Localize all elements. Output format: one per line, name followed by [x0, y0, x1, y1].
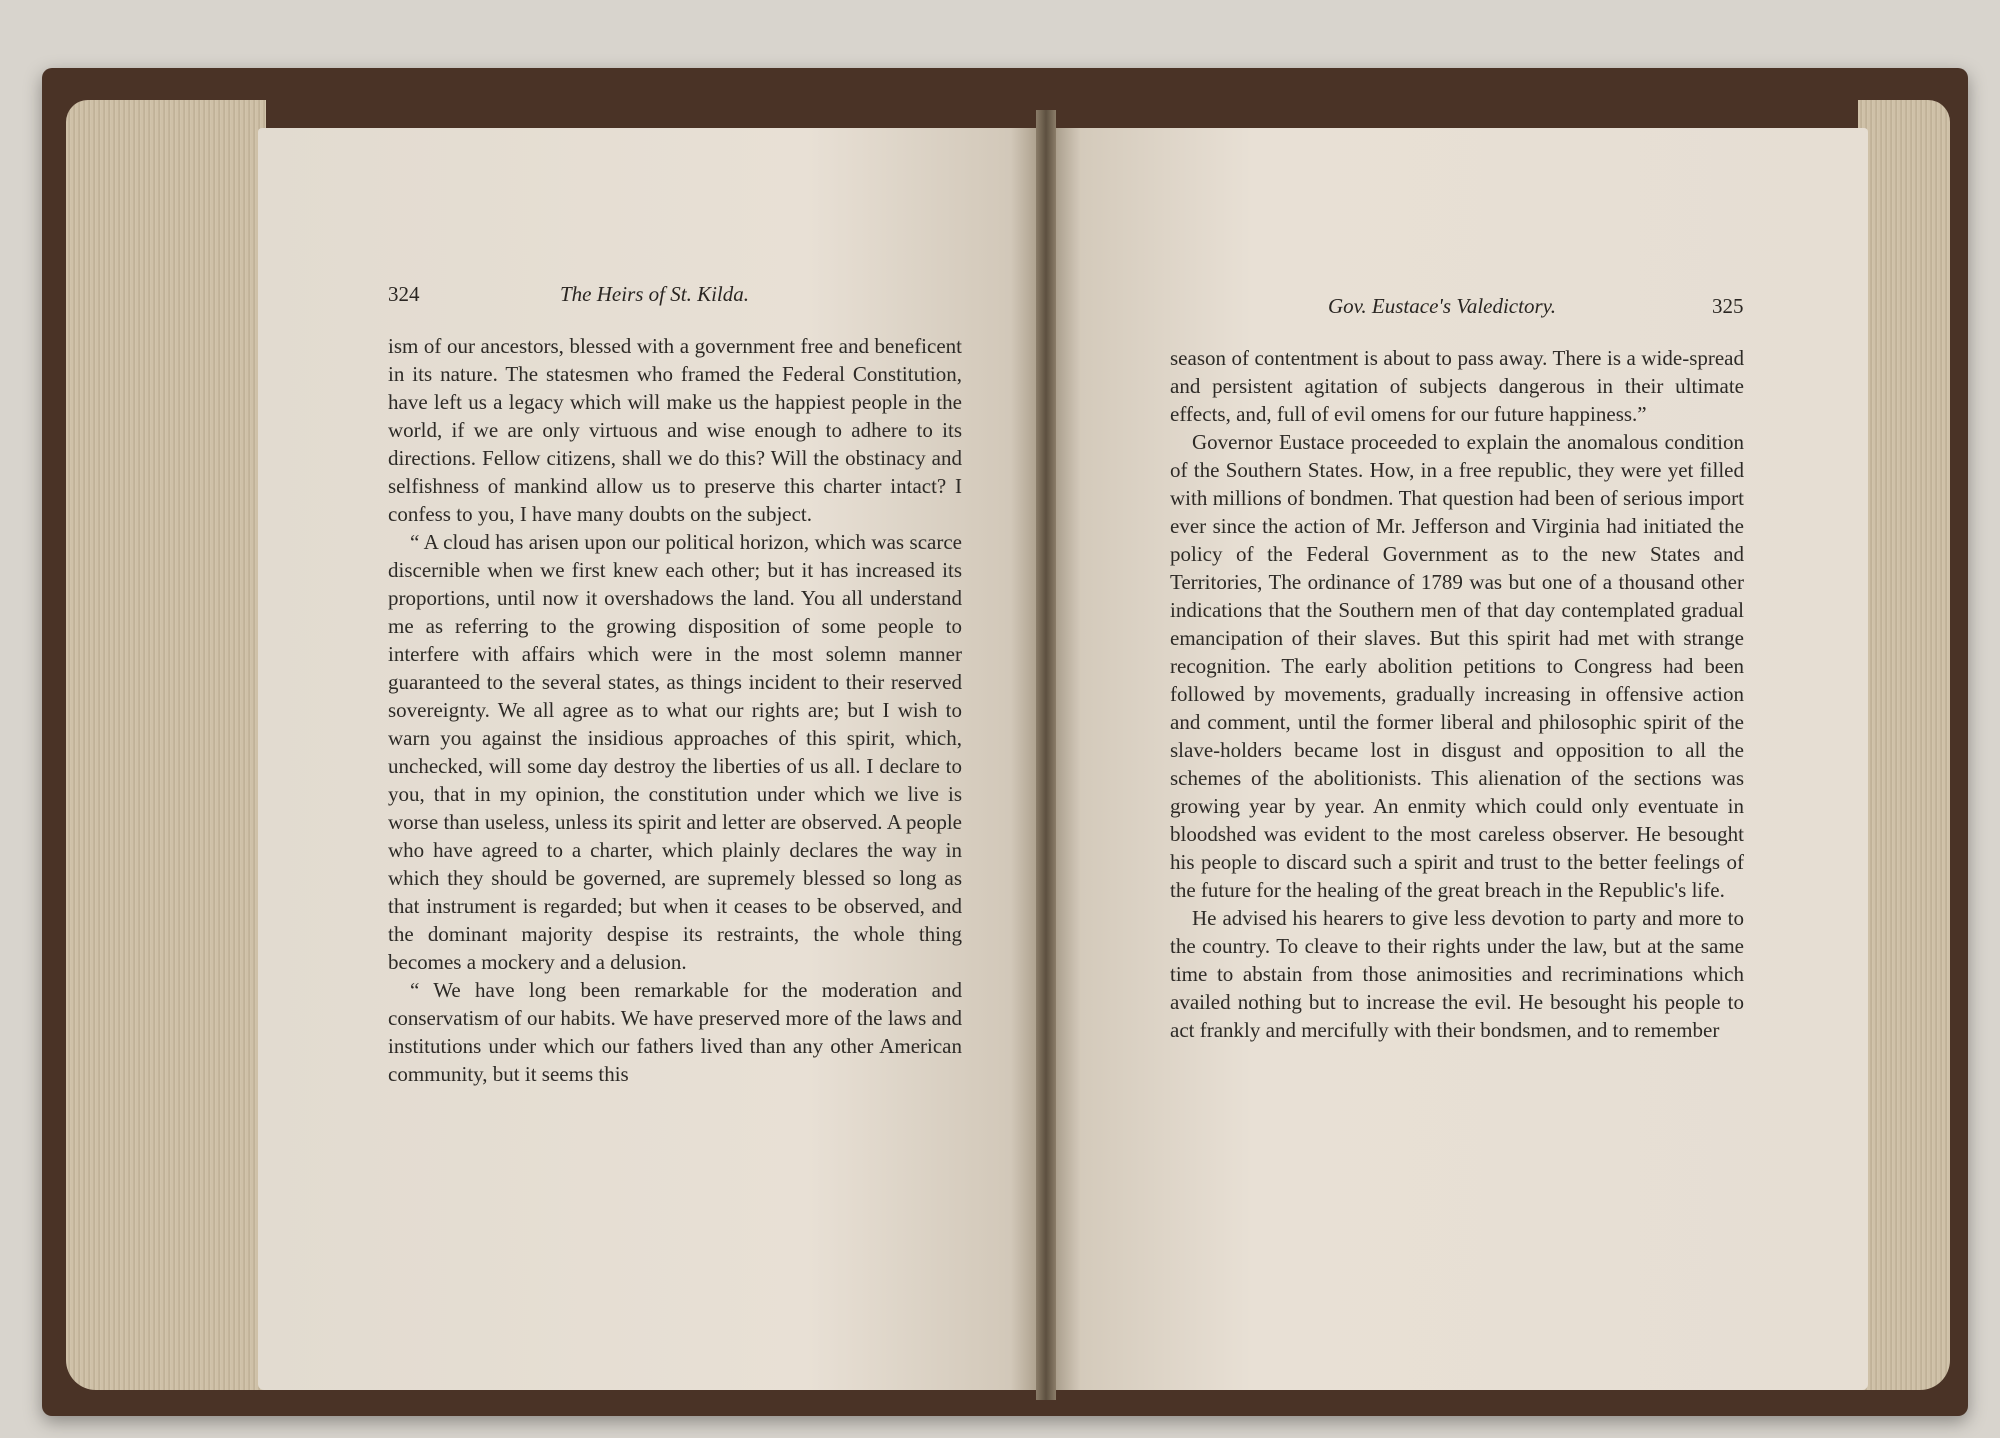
- right-page-edges: [1858, 100, 1950, 1390]
- left-running-head: The Heirs of St. Kilda.: [560, 282, 750, 306]
- left-page-text: [388, 332, 962, 1088]
- paragraph: Governor Eustace proceeded to explain the anomalous condition of the Southern States. How, in a free republic, they were yet filled with millions of bondmen. That question had been of serious import ever since the action of Mr. Jefferson and Virginia had initiated the policy of the Federal Government as to the new States and Territories, The ordinance of 1789 was but one of a thousand other indications that the Southern men of that day contemplated gradual emancipation of their slaves. But this spirit had met with strange recognition. The early abolition petitions to Congress had been followed by movements, gradually increasing in offensive action and comment, until the former liberal and philosophic spirit of the slave-holders became lost in disgust and opposition to all the schemes of the abolitionists. This alienation of the sections was growing year by year. An enmity which could only eventuate in bloodshed was evident to the most careless observer. He besought his people to discard such a spirit and trust to the better feelings of the future for the healing of the great breach in the Republic's life.: [1170, 430, 1744, 902]
- paragraph: “ We have long been remarkable for the moderation and conservatism of our habits. We have preserved more of the laws and institutions under which our fathers lived than any other American community, but it seems this: [388, 978, 962, 1086]
- paragraph: ism of our ancestors, blessed with a government free and beneficent in its nature. The statesmen who framed the Federal Constitution, have left us a legacy which will make us the happiest people in the world, if we are only virtuous and wise enough to adhere to its directions. Fellow citizens, shall we do this? Will the obstinacy and selfishness of mankind allow us to preserve this charter intact? I confess to you, I have many doubts on the subject.: [388, 334, 962, 526]
- paragraph: “ A cloud has arisen upon our political horizon, which was scarce discernible when we first knew each other; but it has increased its proportions, until now it overshadows the land. You all understand me as referring to the growing disposition of some people to interfere with affairs which were in the most solemn manner guaranteed to the several states, as things incident to their reserved sovereignty. We all agree as to what our rights are; but I wish to warn you against the insidious approaches of this spirit, which, unchecked, will some day destroy the liberties of us all. I declare to you, that in my opinion, the constitution under which we live is worse than useless, unless its spirit and letter are observed. A people who have agreed to a charter, which plainly declares the way in which they should be governed, are supremely blessed so long as that instrument is regarded; but when it ceases to be observed, and the dominant majority despise its restraints, the whole thing becomes a mockery and a delusion.: [388, 530, 962, 974]
- book-gutter: [1036, 110, 1056, 1400]
- right-running-head: Gov. Eustace's Valedictory.: [1328, 294, 1557, 318]
- right-page-number: 325: [1712, 294, 1744, 318]
- left-page-edges: [66, 100, 266, 1390]
- paragraph: season of contentment is about to pass away. There is a wide-spread and persistent agitation of subjects dangerous in their ultimate effects, and, full of evil omens for our future happiness.”: [1170, 346, 1744, 426]
- right-page-text: [1170, 344, 1744, 1044]
- left-page-number: 324: [388, 282, 420, 306]
- paragraph: He advised his hearers to give less devotion to party and more to the country. To cleave to their rights under the law, but at the same time to abstain from those animosities and recriminations which availed nothing but to increase the evil. He besought his people to act frankly and mercifully with their bondsmen, and to remember: [1170, 906, 1744, 1042]
